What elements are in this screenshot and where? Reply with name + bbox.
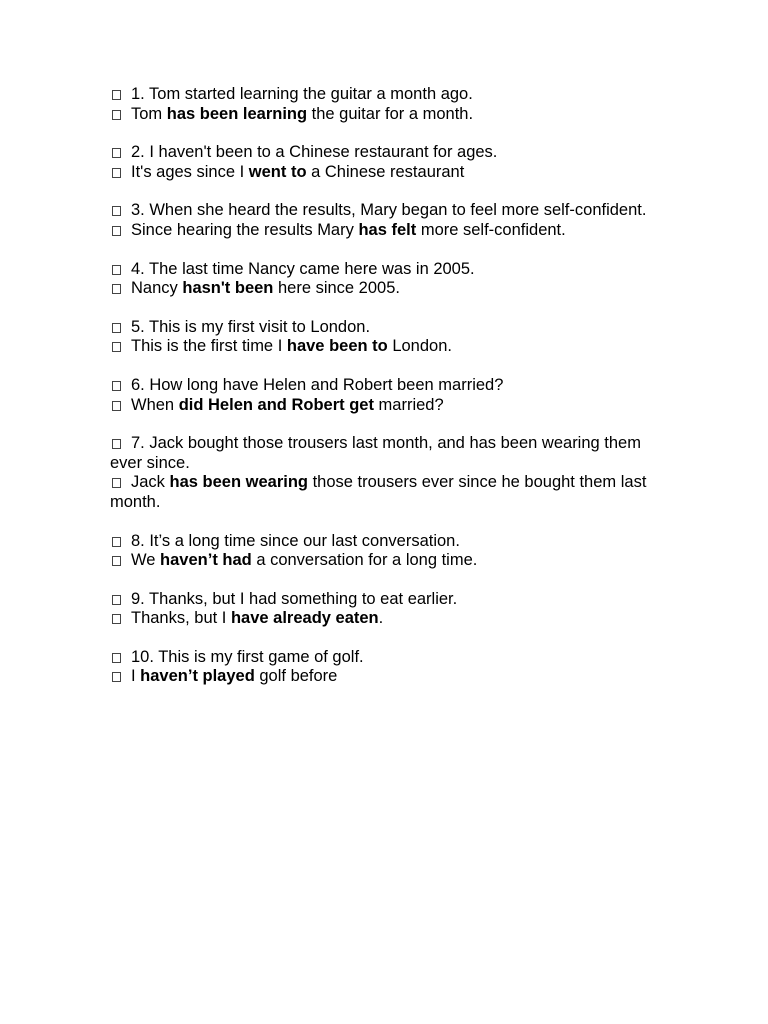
- exercise-item-10: [110, 648, 655, 687]
- exercise-item-6: [110, 376, 655, 415]
- exercise-item-1: [110, 85, 655, 124]
- original-sentence: 10. This is my first game of golf.: [110, 648, 655, 668]
- checkbox-icon: [112, 595, 121, 605]
- exercise-document: [110, 85, 655, 706]
- checkbox-icon: [112, 401, 121, 411]
- checkbox-icon: [112, 110, 121, 120]
- answer-phrase: have been to: [286, 337, 388, 356]
- answer-phrase: did Helen and Robert get: [178, 395, 374, 414]
- checkbox-icon: [112, 226, 121, 236]
- original-sentence: 8. It’s a long time since our last conversation.: [110, 532, 655, 552]
- rewritten-sentence: Jack has been wearing those trousers ever since he bought them last month.: [110, 473, 647, 511]
- rewritten-sentence: This is the first time I have been to London.: [110, 337, 655, 357]
- original-sentence: 6. How long have Helen and Robert been married?: [110, 376, 655, 396]
- checkbox-icon: [112, 342, 121, 352]
- exercise-item-7: [110, 434, 655, 512]
- answer-phrase: hasn't been: [182, 279, 274, 298]
- checkbox-icon: [112, 439, 121, 449]
- rewritten-sentence: Tom has been learning the guitar for a month.: [110, 105, 655, 125]
- answer-phrase: have already eaten: [230, 609, 379, 628]
- original-sentence: 7. Jack bought those trousers last month, and has been wearing them ever since.: [110, 434, 641, 472]
- answer-phrase: has been wearing: [169, 473, 308, 492]
- original-sentence: 9. Thanks, but I had something to eat earlier.: [110, 590, 655, 610]
- checkbox-icon: [112, 168, 121, 178]
- exercise-item-9: [110, 590, 655, 629]
- rewritten-sentence: It's ages since I went to a Chinese restaurant: [110, 163, 655, 183]
- rewritten-sentence: I haven’t played golf before: [110, 667, 655, 687]
- original-sentence: 1. Tom started learning the guitar a month ago.: [110, 85, 655, 105]
- checkbox-icon: [112, 672, 121, 682]
- checkbox-icon: [112, 653, 121, 663]
- answer-phrase: has been learning: [166, 104, 308, 123]
- rewritten-sentence: We haven’t had a conversation for a long time.: [110, 551, 655, 571]
- checkbox-icon: [112, 148, 121, 158]
- checkbox-icon: [112, 323, 121, 333]
- checkbox-icon: [112, 478, 121, 488]
- checkbox-icon: [112, 556, 121, 566]
- rewritten-sentence: When did Helen and Robert get married?: [110, 396, 655, 416]
- checkbox-icon: [112, 284, 121, 294]
- exercise-item-2: [110, 143, 655, 182]
- rewritten-sentence: Thanks, but I have already eaten.: [110, 609, 655, 629]
- exercise-item-4: [110, 260, 655, 299]
- rewritten-sentence: Since hearing the results Mary has felt more self-confident.: [110, 221, 655, 241]
- checkbox-icon: [112, 206, 121, 216]
- rewritten-sentence: Nancy hasn't been here since 2005.: [110, 279, 655, 299]
- answer-phrase: went to: [248, 162, 307, 181]
- exercise-item-8: [110, 532, 655, 571]
- exercise-item-5: [110, 318, 655, 357]
- exercise-item-3: [110, 201, 655, 240]
- original-sentence: 3. When she heard the results, Mary began to feel more self-confident.: [110, 201, 655, 221]
- checkbox-icon: [112, 90, 121, 100]
- checkbox-icon: [112, 537, 121, 547]
- answer-phrase: haven’t had: [160, 551, 252, 570]
- checkbox-icon: [112, 381, 121, 391]
- original-sentence: 2. I haven't been to a Chinese restaurant for ages.: [110, 143, 655, 163]
- checkbox-icon: [112, 614, 121, 624]
- original-sentence: 4. The last time Nancy came here was in 2005.: [110, 260, 655, 280]
- original-sentence: 5. This is my first visit to London.: [110, 318, 655, 338]
- answer-phrase: has felt: [358, 220, 417, 239]
- checkbox-icon: [112, 265, 121, 275]
- answer-phrase: haven’t played: [140, 667, 255, 686]
